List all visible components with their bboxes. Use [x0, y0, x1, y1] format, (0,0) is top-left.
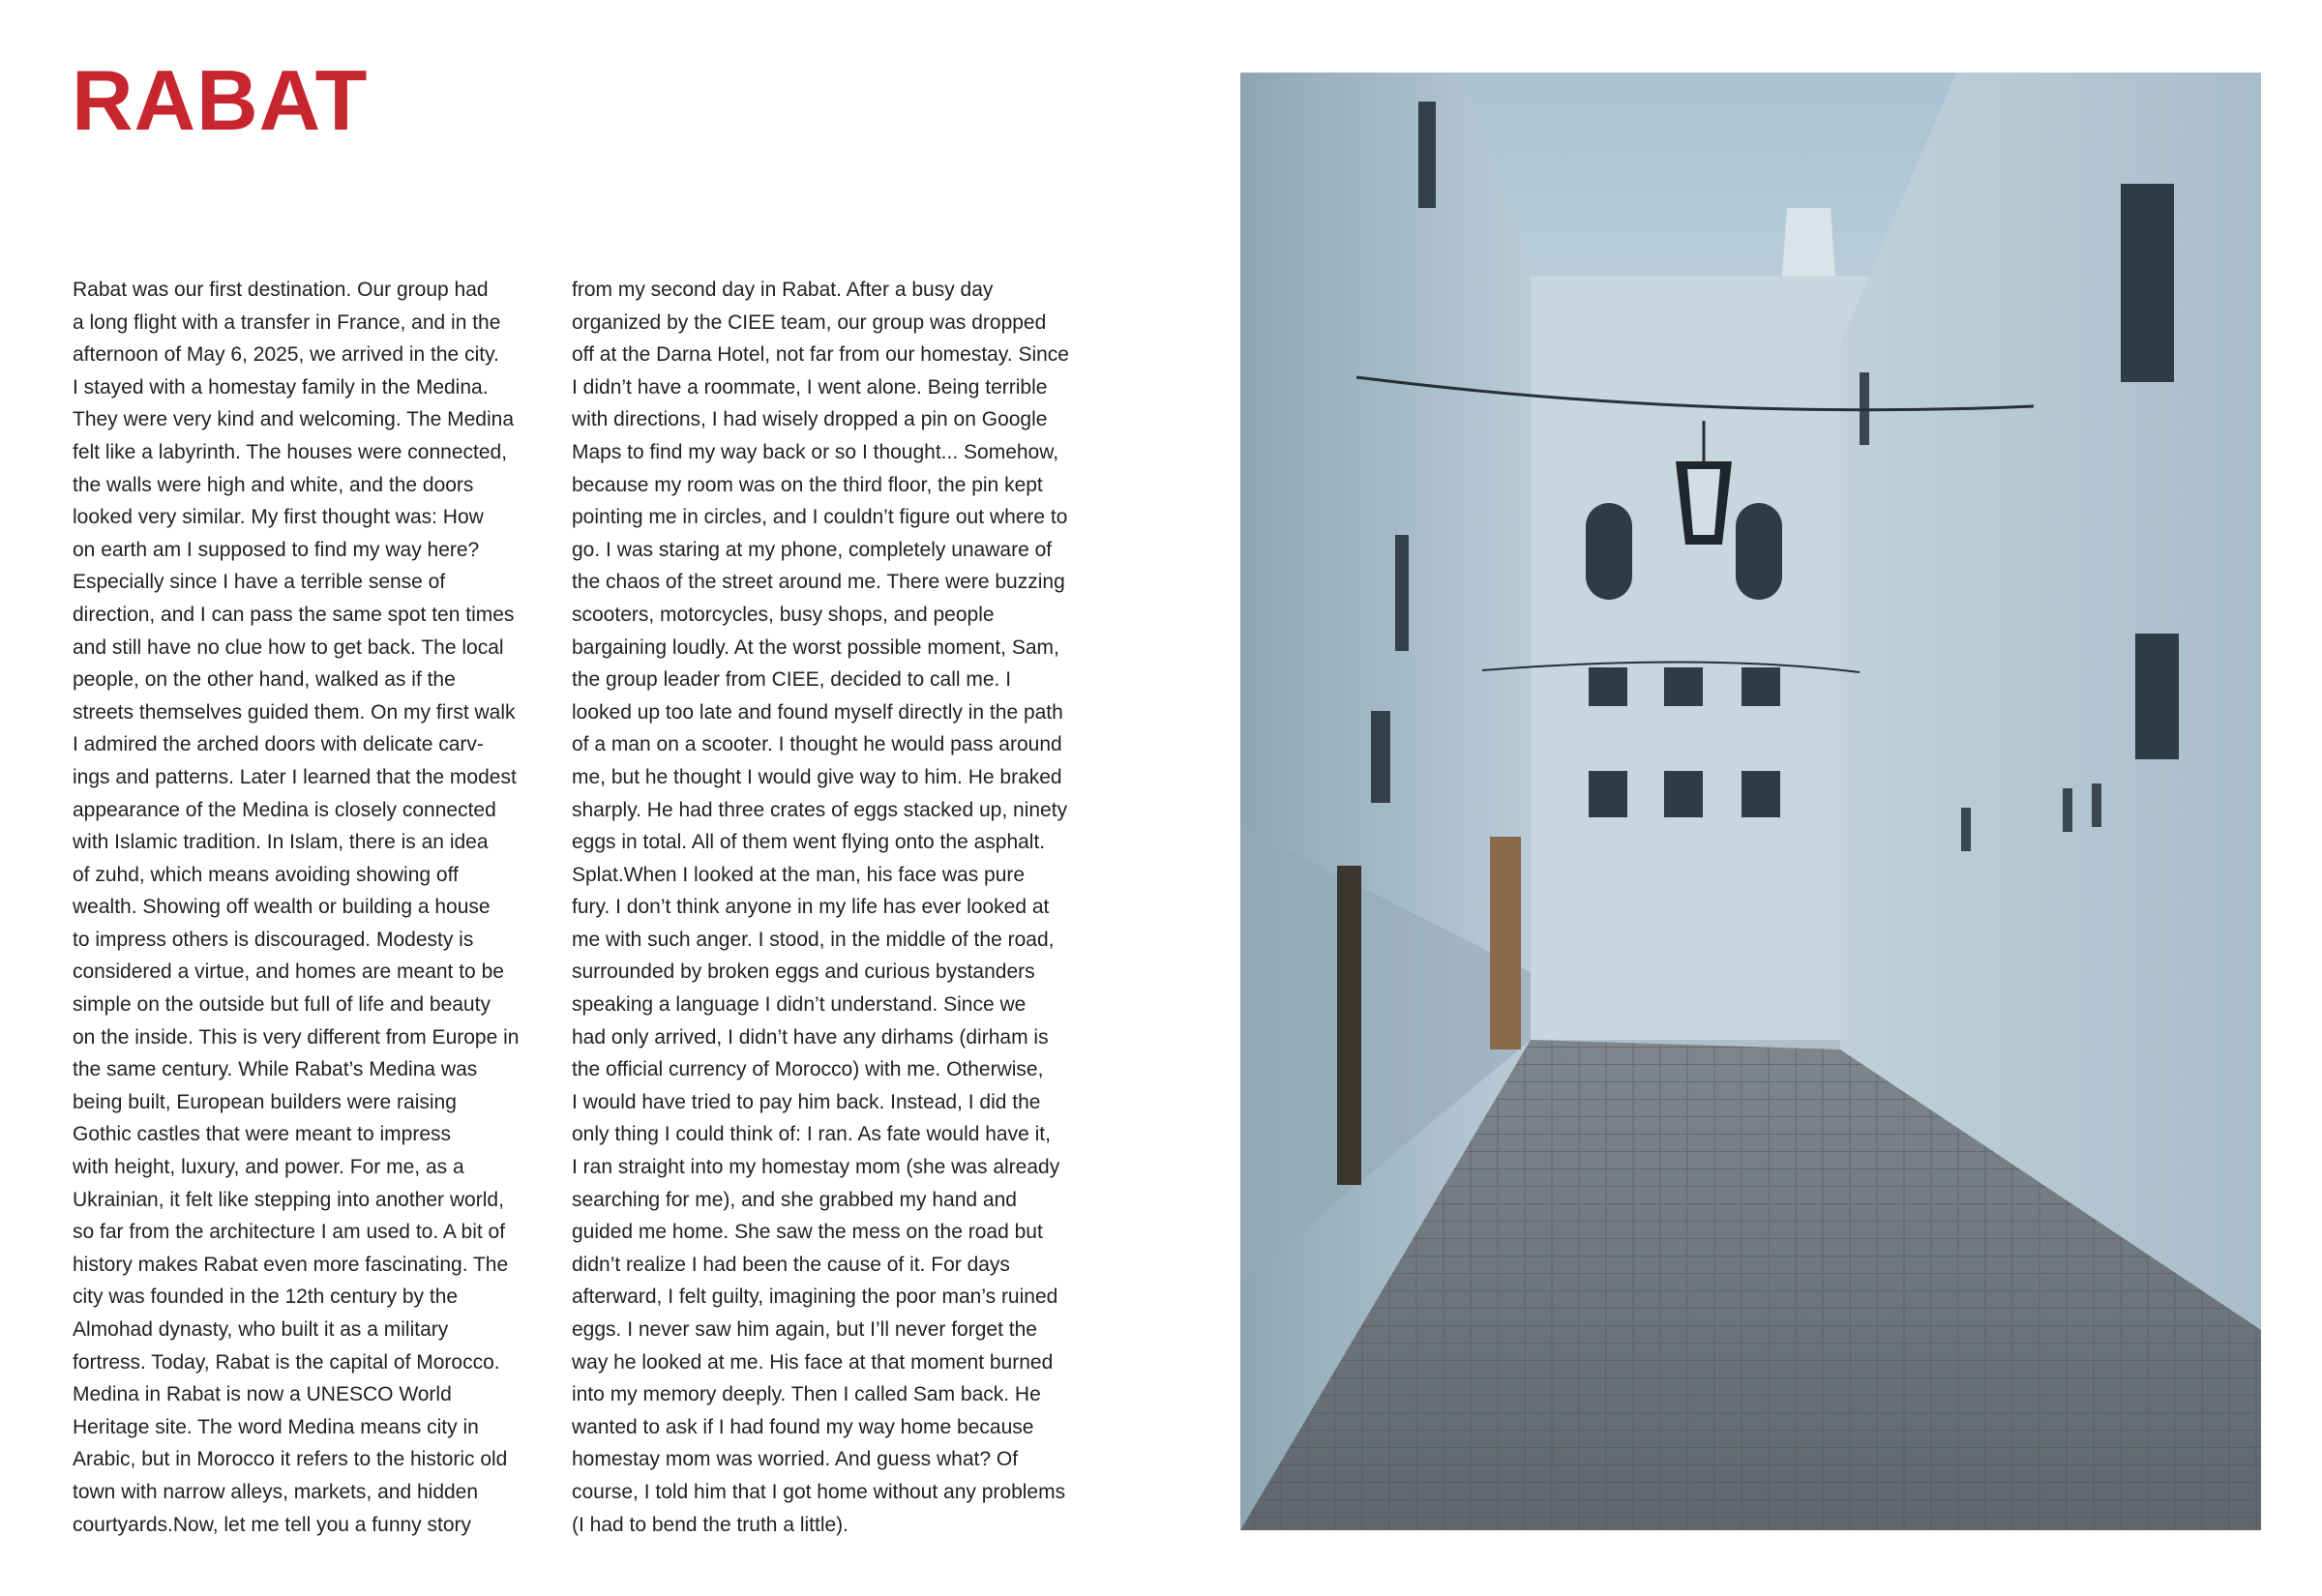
- body-text-line: the same century. While Rabat’s Medina was: [73, 1058, 478, 1081]
- body-text-line: I admired the arched doors with delicate carv-: [73, 733, 484, 756]
- body-text-line: speaking a language I didn’t understand. Since we: [572, 993, 1027, 1017]
- body-text-line: Medina in Rabat is now a UNESCO World: [73, 1383, 452, 1406]
- body-text-line: course, I told him that I got home without any problems: [572, 1480, 1066, 1503]
- body-text-line: city was founded in the 12th century by the: [73, 1286, 459, 1309]
- article-column-left: [73, 274, 576, 1541]
- body-text-line: I stayed with a homestay family in the Medina.: [73, 375, 489, 399]
- body-text-line: guided me home. She saw the mess on the road but: [572, 1221, 1043, 1244]
- body-text-line: Maps to find my way back or so I thought... Somehow,: [572, 440, 1059, 463]
- body-text-line: from my second day in Rabat. After a busy day: [572, 279, 994, 301]
- body-text-line: with Islamic tradition. In Islam, there is an idea: [73, 831, 489, 854]
- body-text-line: of a man on a scooter. I thought he would pass around: [572, 733, 1062, 756]
- body-text-line: go. I was staring at my phone, completely unaware of: [572, 538, 1053, 561]
- body-text-line: They were very kind and welcoming. The Medina: [73, 408, 515, 431]
- body-text-line: Splat.When I looked at the man, his face was pure: [572, 863, 1026, 886]
- body-text-line: sharply. He had three crates of eggs stacked up, ninety: [572, 798, 1068, 821]
- body-text-line: way he looked at me. His face at that moment burned: [572, 1350, 1054, 1374]
- body-text-line: homestay mom was worried. And guess what? Of: [572, 1448, 1019, 1471]
- alley-photo: [1240, 73, 2261, 1530]
- body-text-line: on earth am I supposed to find my way here?: [73, 538, 480, 561]
- body-text-line: Arabic, but in Morocco it refers to the historic old: [73, 1448, 508, 1471]
- body-text-line: only thing I could think of: I ran. As fate would have it,: [572, 1123, 1051, 1146]
- body-text-line: Heritage site. The word Medina means city in: [73, 1415, 479, 1438]
- body-text-line: town with narrow alleys, markets, and hidden: [73, 1480, 479, 1503]
- body-text-line: direction, and I can pass the same spot ten times: [73, 603, 515, 626]
- body-text-line: afternoon of May 6, 2025, we arrived in the city.: [73, 343, 499, 367]
- body-text-line: with directions, I had wisely dropped a pin on Google: [572, 408, 1048, 431]
- body-text-line: searching for me), and she grabbed my hand and: [572, 1188, 1017, 1211]
- body-text-line: off at the Darna Hotel, not far from our homestay. Since: [572, 343, 1069, 367]
- body-text-line: looked up too late and found myself directly in the path: [572, 700, 1063, 724]
- body-text-line: streets themselves guided them. On my first walk: [73, 700, 516, 724]
- article-column-right: [572, 274, 1075, 1541]
- body-text-line: Rabat was our first destination. Our group had: [73, 279, 489, 301]
- body-text-line: I ran straight into my homestay mom (she was already: [572, 1156, 1060, 1179]
- body-text-line: with height, luxury, and power. For me, as a: [73, 1156, 464, 1179]
- body-text-line: ings and patterns. Later I learned that the modest: [73, 765, 517, 788]
- body-text-line: courtyards.Now, let me tell you a funny story: [73, 1513, 472, 1536]
- body-text-line: I didn’t have a roommate, I went alone. Being terrible: [572, 375, 1048, 399]
- body-text-line: to impress others is discouraged. Modesty is: [73, 928, 474, 951]
- body-text-line: had only arrived, I didn’t have any dirhams (dirham is: [572, 1025, 1049, 1049]
- body-text-line: scooters, motorcycles, busy shops, and people: [572, 603, 995, 626]
- body-text-line: bargaining loudly. At the worst possible moment, Sam,: [572, 635, 1059, 659]
- body-text-line: felt like a labyrinth. The houses were connected,: [73, 440, 508, 463]
- body-text-line: on the inside. This is very different from Europe in: [73, 1025, 520, 1049]
- body-text-line: the chaos of the street around me. There were buzzing: [572, 571, 1065, 594]
- body-text-line: fury. I don’t think anyone in my life has ever looked at: [572, 896, 1050, 919]
- body-text-line: organized by the CIEE team, our group was dropped: [572, 310, 1047, 334]
- body-text-line: Almohad dynasty, who built it as a military: [73, 1318, 449, 1341]
- body-text-line: people, on the other hand, walked as if the: [73, 668, 456, 692]
- body-text-line: appearance of the Medina is closely connected: [73, 798, 496, 821]
- body-text-line: the walls were high and white, and the doors: [73, 473, 474, 496]
- body-text-line: pointing me in circles, and I couldn’t figure out where to: [572, 506, 1068, 529]
- alley-photo-icon: [1240, 73, 2261, 1530]
- body-text-line: (I had to bend the truth a little).: [572, 1513, 849, 1536]
- body-text-line: afterward, I felt guilty, imagining the poor man’s ruined: [572, 1286, 1058, 1309]
- body-text-line: the group leader from CIEE, decided to call me. I: [572, 668, 1012, 692]
- body-text-line: considered a virtue, and homes are meant to be: [73, 961, 504, 984]
- page-title: RABAT: [72, 52, 369, 148]
- body-text-line: fortress. Today, Rabat is the capital of Morocco.: [73, 1350, 500, 1374]
- body-text-line: and still have no clue how to get back. The local: [73, 635, 504, 659]
- body-text-line: I would have tried to pay him back. Instead, I did the: [572, 1090, 1041, 1113]
- body-text-line: eggs in total. All of them went flying onto the asphalt.: [572, 831, 1046, 854]
- body-text-line: me with such anger. I stood, in the middle of the road,: [572, 928, 1055, 951]
- body-text-line: of zuhd, which means avoiding showing off: [73, 863, 459, 886]
- body-text-line: Especially since I have a terrible sense of: [73, 571, 446, 594]
- body-text-line: Gothic castles that were meant to impress: [73, 1123, 451, 1146]
- body-text-line: so far from the architecture I am used to. A bit of: [73, 1221, 506, 1244]
- body-text-line: me, but he thought I would give way to him. He braked: [572, 765, 1062, 788]
- body-text-line: looked very similar. My first thought was: How: [73, 506, 484, 529]
- body-text-line: being built, European builders were raising: [73, 1090, 457, 1113]
- body-text-line: into my memory deeply. Then I called Sam back. He: [572, 1383, 1041, 1406]
- body-text-line: wanted to ask if I had found my way home because: [572, 1415, 1034, 1438]
- body-text-line: simple on the outside but full of life and beauty: [73, 993, 491, 1017]
- body-text-line: history makes Rabat even more fascinating. The: [73, 1253, 509, 1276]
- body-text-line: surrounded by broken eggs and curious bystanders: [572, 961, 1035, 984]
- body-text-line: didn’t realize I had been the cause of it. For days: [572, 1253, 1010, 1276]
- body-text-line: wealth. Showing off wealth or building a house: [73, 896, 491, 919]
- body-text-line: the official currency of Morocco) with me. Otherwise,: [572, 1058, 1044, 1081]
- body-text-line: because my room was on the third floor, the pin kept: [572, 473, 1043, 496]
- body-text-line: eggs. I never saw him again, but I’ll never forget the: [572, 1318, 1037, 1341]
- body-text-line: Ukrainian, it felt like stepping into another world,: [73, 1188, 504, 1211]
- body-text-line: a long flight with a transfer in France, and in the: [73, 310, 501, 334]
